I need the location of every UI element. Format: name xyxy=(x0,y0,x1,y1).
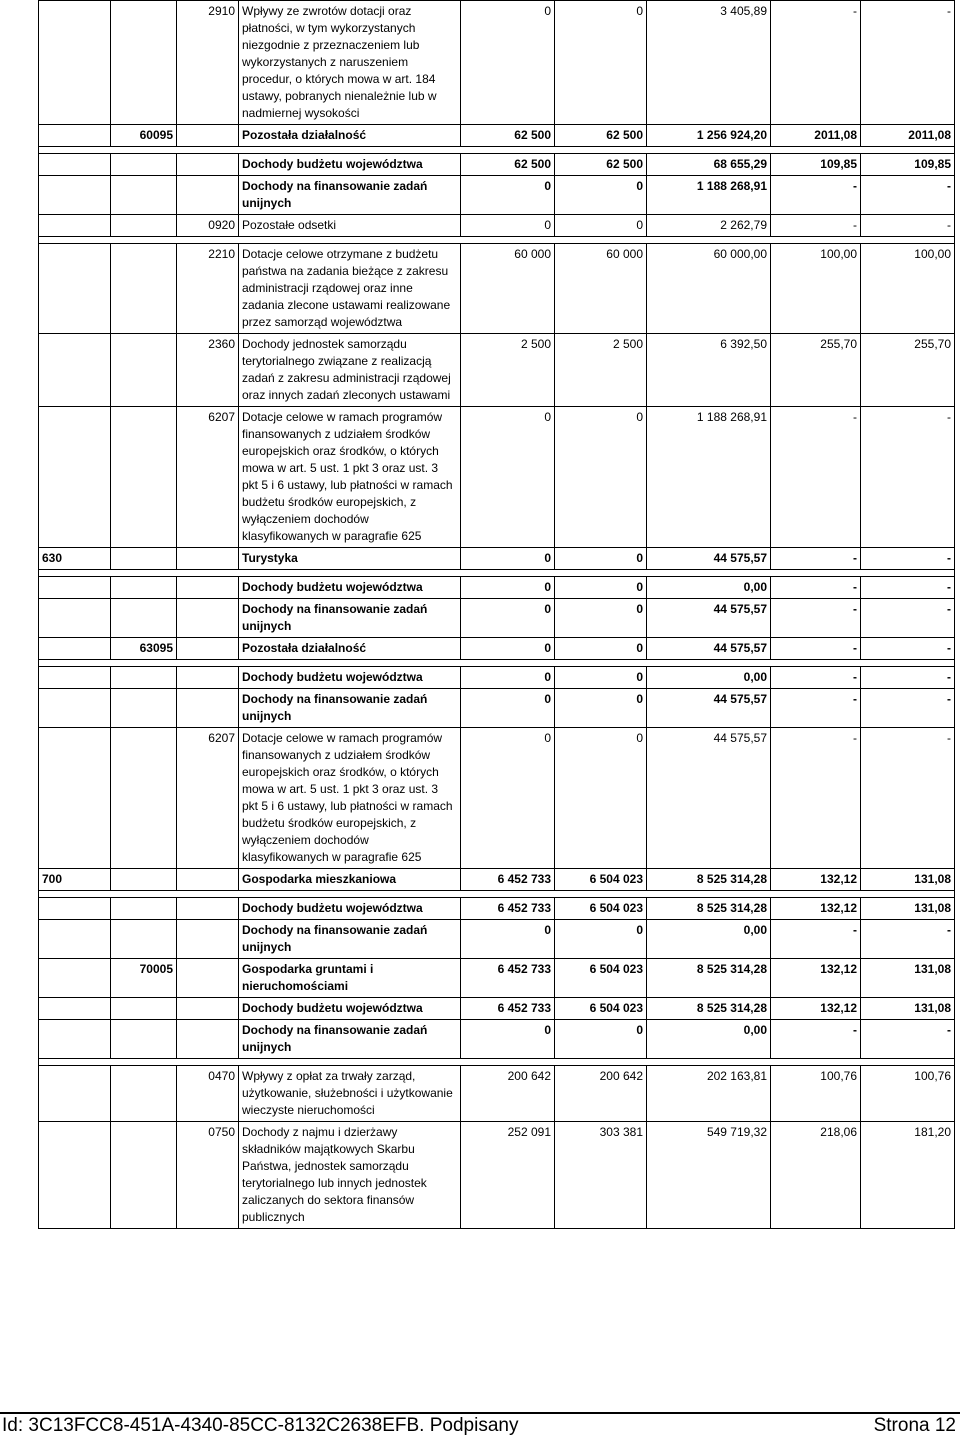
plan-after-changes-cell: 2 500 xyxy=(555,334,647,407)
plan-initial-cell: 200 642 xyxy=(461,1066,555,1122)
separator-cell xyxy=(39,891,955,898)
description-cell: Dochody z najmu i dzierżawy składników majątkowych Skarbu Państwa, jednostek samorządu terytorialnego lub innych jednostek zaliczanych do sektora finansów publicznych xyxy=(239,1122,461,1229)
division-cell xyxy=(39,998,111,1020)
execution-cell: 6 392,50 xyxy=(647,334,771,407)
description-cell: Dotacje celowe otrzymane z budżetu państwa na zadania bieżące z zakresu administracji rządowej oraz inne zadania zlecone ustawami realizowane przez samorząd województwa xyxy=(239,244,461,334)
percent-after-changes-cell: - xyxy=(861,1,955,125)
plan-after-changes-cell: 0 xyxy=(555,638,647,660)
table-row xyxy=(39,154,955,176)
percent-after-changes-cell: - xyxy=(861,548,955,570)
plan-initial-cell: 0 xyxy=(461,920,555,959)
chapter-cell xyxy=(111,998,177,1020)
division-cell xyxy=(39,125,111,147)
chapter-cell xyxy=(111,599,177,638)
percent-initial-cell: 132,12 xyxy=(771,998,861,1020)
percent-after-changes-cell: 131,08 xyxy=(861,898,955,920)
plan-initial-cell: 6 452 733 xyxy=(461,959,555,998)
description-cell: Dochody na finansowanie zadań unijnych xyxy=(239,1020,461,1059)
plan-after-changes-cell: 0 xyxy=(555,176,647,215)
percent-initial-cell: - xyxy=(771,728,861,869)
section-separator-row xyxy=(39,237,955,244)
description-cell: Dochody na finansowanie zadań unijnych xyxy=(239,599,461,638)
percent-after-changes-cell: 131,08 xyxy=(861,998,955,1020)
paragraph-cell: 0750 xyxy=(177,1122,239,1229)
paragraph-cell xyxy=(177,577,239,599)
table-row xyxy=(39,215,955,237)
table-row xyxy=(39,869,955,891)
plan-initial-cell: 0 xyxy=(461,667,555,689)
percent-initial-cell: - xyxy=(771,1,861,125)
description-cell: Gospodarka mieszkaniowa xyxy=(239,869,461,891)
description-cell: Wpływy z opłat za trwały zarząd, użytkowanie, służebności i użytkowanie wieczyste nieruchomości xyxy=(239,1066,461,1122)
chapter-cell xyxy=(111,176,177,215)
table-row xyxy=(39,1,955,125)
plan-after-changes-cell: 200 642 xyxy=(555,1066,647,1122)
division-cell xyxy=(39,667,111,689)
paragraph-cell xyxy=(177,869,239,891)
separator-cell xyxy=(39,147,955,154)
chapter-cell xyxy=(111,898,177,920)
table-row xyxy=(39,998,955,1020)
description-cell: Dotacje celowe w ramach programów finansowanych z udziałem środków europejskich oraz środków, o których mowa w art. 5 ust. 1 pkt 3 oraz ust. 3 pkt 5 i 6 ustawy, lub płatności w ramach budżetu środków europejskich, z wyłączeniem dochodów klasyfikowanych w paragrafie 625 xyxy=(239,728,461,869)
chapter-cell xyxy=(111,869,177,891)
chapter-cell xyxy=(111,1066,177,1122)
percent-after-changes-cell: - xyxy=(861,577,955,599)
table-row xyxy=(39,1122,955,1229)
plan-initial-cell: 0 xyxy=(461,1,555,125)
execution-cell: 3 405,89 xyxy=(647,1,771,125)
division-cell xyxy=(39,1122,111,1229)
plan-after-changes-cell: 0 xyxy=(555,599,647,638)
description-cell: Dochody budżetu województwa xyxy=(239,998,461,1020)
percent-initial-cell: - xyxy=(771,920,861,959)
description-cell: Dochody budżetu województwa xyxy=(239,577,461,599)
paragraph-cell xyxy=(177,599,239,638)
plan-after-changes-cell: 0 xyxy=(555,577,647,599)
division-cell: 700 xyxy=(39,869,111,891)
description-cell: Dochody na finansowanie zadań unijnych xyxy=(239,689,461,728)
percent-initial-cell: - xyxy=(771,176,861,215)
chapter-cell xyxy=(111,407,177,548)
table-row xyxy=(39,1066,955,1122)
plan-initial-cell: 2 500 xyxy=(461,334,555,407)
plan-initial-cell: 6 452 733 xyxy=(461,869,555,891)
paragraph-cell: 2910 xyxy=(177,1,239,125)
plan-after-changes-cell: 62 500 xyxy=(555,154,647,176)
plan-after-changes-cell: 0 xyxy=(555,1020,647,1059)
execution-cell: 44 575,57 xyxy=(647,599,771,638)
section-separator-row xyxy=(39,570,955,577)
division-cell xyxy=(39,244,111,334)
table-row xyxy=(39,548,955,570)
plan-initial-cell: 0 xyxy=(461,728,555,869)
paragraph-cell xyxy=(177,920,239,959)
description-cell: Dochody budżetu województwa xyxy=(239,898,461,920)
plan-initial-cell: 0 xyxy=(461,1020,555,1059)
chapter-cell xyxy=(111,1122,177,1229)
percent-after-changes-cell: - xyxy=(861,667,955,689)
plan-after-changes-cell: 0 xyxy=(555,728,647,869)
description-cell: Pozostała działalność xyxy=(239,638,461,660)
separator-cell xyxy=(39,660,955,667)
plan-after-changes-cell: 6 504 023 xyxy=(555,898,647,920)
chapter-cell: 63095 xyxy=(111,638,177,660)
execution-cell: 0,00 xyxy=(647,667,771,689)
table-row xyxy=(39,667,955,689)
percent-initial-cell: 100,76 xyxy=(771,1066,861,1122)
paragraph-cell: 2360 xyxy=(177,334,239,407)
execution-cell: 1 256 924,20 xyxy=(647,125,771,147)
paragraph-cell: 6207 xyxy=(177,728,239,869)
plan-initial-cell: 0 xyxy=(461,599,555,638)
table-row xyxy=(39,959,955,998)
paragraph-cell: 0470 xyxy=(177,1066,239,1122)
table-row xyxy=(39,176,955,215)
description-cell: Dochody jednostek samorządu terytorialnego związane z realizacją zadań z zakresu administracji rządowej oraz innych zadań zleconych ustawami xyxy=(239,334,461,407)
percent-after-changes-cell: - xyxy=(861,920,955,959)
plan-after-changes-cell: 6 504 023 xyxy=(555,869,647,891)
paragraph-cell: 0920 xyxy=(177,215,239,237)
section-separator-row xyxy=(39,147,955,154)
table-row xyxy=(39,920,955,959)
description-cell: Pozostałe odsetki xyxy=(239,215,461,237)
division-cell xyxy=(39,154,111,176)
percent-initial-cell: 2011,08 xyxy=(771,125,861,147)
table-row xyxy=(39,125,955,147)
plan-after-changes-cell: 0 xyxy=(555,1,647,125)
description-cell: Gospodarka gruntami i nieruchomościami xyxy=(239,959,461,998)
paragraph-cell xyxy=(177,548,239,570)
execution-cell: 0,00 xyxy=(647,577,771,599)
percent-initial-cell: 109,85 xyxy=(771,154,861,176)
page-number-label: Strona 12 xyxy=(873,1415,956,1436)
percent-initial-cell: - xyxy=(771,407,861,548)
description-cell: Dochody na finansowanie zadań unijnych xyxy=(239,920,461,959)
percent-initial-cell: 218,06 xyxy=(771,1122,861,1229)
table-row xyxy=(39,898,955,920)
execution-cell: 8 525 314,28 xyxy=(647,869,771,891)
percent-after-changes-cell: - xyxy=(861,407,955,548)
table-row xyxy=(39,577,955,599)
plan-initial-cell: 252 091 xyxy=(461,1122,555,1229)
execution-cell: 549 719,32 xyxy=(647,1122,771,1229)
division-cell xyxy=(39,959,111,998)
plan-after-changes-cell: 303 381 xyxy=(555,1122,647,1229)
execution-cell: 0,00 xyxy=(647,1020,771,1059)
percent-after-changes-cell: - xyxy=(861,638,955,660)
description-cell: Wpływy ze zwrotów dotacji oraz płatności, w tym wykorzystanych niezgodnie z przeznaczeniem lub wykorzystanych z naruszeniem procedur, o których mowa w art. 184 ustawy, pobranych nienależnie lub w nadmiernej wysokości xyxy=(239,1,461,125)
execution-cell: 1 188 268,91 xyxy=(647,176,771,215)
table-body xyxy=(39,1,955,1229)
division-cell xyxy=(39,215,111,237)
percent-initial-cell: 255,70 xyxy=(771,334,861,407)
execution-cell: 68 655,29 xyxy=(647,154,771,176)
division-cell xyxy=(39,176,111,215)
paragraph-cell xyxy=(177,1020,239,1059)
revenue-table xyxy=(38,0,955,1229)
document-id-label: Id: 3C13FCC8-451A-4340-85CC-8132C2638EFB. Podpisany xyxy=(2,1415,519,1436)
plan-after-changes-cell: 0 xyxy=(555,920,647,959)
execution-cell: 60 000,00 xyxy=(647,244,771,334)
percent-initial-cell: 132,12 xyxy=(771,869,861,891)
division-cell: 630 xyxy=(39,548,111,570)
percent-after-changes-cell: - xyxy=(861,728,955,869)
percent-initial-cell: 132,12 xyxy=(771,898,861,920)
plan-initial-cell: 62 500 xyxy=(461,125,555,147)
chapter-cell xyxy=(111,667,177,689)
percent-initial-cell: - xyxy=(771,667,861,689)
description-cell: Dotacje celowe w ramach programów finansowanych z udziałem środków europejskich oraz środków, o których mowa w art. 5 ust. 1 pkt 3 oraz ust. 3 pkt 5 i 6 ustawy, lub płatności w ramach budżetu środków europejskich, z wyłączeniem dochodów klasyfikowanych w paragrafie 625 xyxy=(239,407,461,548)
division-cell xyxy=(39,334,111,407)
paragraph-cell xyxy=(177,898,239,920)
paragraph-cell: 6207 xyxy=(177,407,239,548)
table-row xyxy=(39,244,955,334)
execution-cell: 44 575,57 xyxy=(647,728,771,869)
plan-after-changes-cell: 62 500 xyxy=(555,125,647,147)
division-cell xyxy=(39,407,111,548)
division-cell xyxy=(39,1,111,125)
division-cell xyxy=(39,1020,111,1059)
table-row xyxy=(39,689,955,728)
percent-initial-cell: - xyxy=(771,1020,861,1059)
execution-cell: 1 188 268,91 xyxy=(647,407,771,548)
execution-cell: 44 575,57 xyxy=(647,548,771,570)
chapter-cell xyxy=(111,334,177,407)
paragraph-cell xyxy=(177,638,239,660)
table-row xyxy=(39,1020,955,1059)
division-cell xyxy=(39,599,111,638)
plan-initial-cell: 0 xyxy=(461,407,555,548)
percent-after-changes-cell: 100,76 xyxy=(861,1066,955,1122)
section-separator-row xyxy=(39,660,955,667)
chapter-cell xyxy=(111,728,177,869)
percent-after-changes-cell: - xyxy=(861,599,955,638)
execution-cell: 0,00 xyxy=(647,920,771,959)
execution-cell: 2 262,79 xyxy=(647,215,771,237)
plan-after-changes-cell: 0 xyxy=(555,215,647,237)
execution-cell: 8 525 314,28 xyxy=(647,998,771,1020)
plan-initial-cell: 6 452 733 xyxy=(461,998,555,1020)
separator-cell xyxy=(39,1059,955,1066)
percent-initial-cell: - xyxy=(771,548,861,570)
plan-after-changes-cell: 6 504 023 xyxy=(555,959,647,998)
percent-initial-cell: 132,12 xyxy=(771,959,861,998)
plan-initial-cell: 62 500 xyxy=(461,154,555,176)
plan-after-changes-cell: 60 000 xyxy=(555,244,647,334)
table-row xyxy=(39,599,955,638)
paragraph-cell xyxy=(177,667,239,689)
description-cell: Turystyka xyxy=(239,548,461,570)
chapter-cell xyxy=(111,689,177,728)
plan-initial-cell: 0 xyxy=(461,215,555,237)
plan-after-changes-cell: 0 xyxy=(555,667,647,689)
percent-after-changes-cell: - xyxy=(861,689,955,728)
division-cell xyxy=(39,689,111,728)
division-cell xyxy=(39,577,111,599)
paragraph-cell xyxy=(177,176,239,215)
percent-initial-cell: 100,00 xyxy=(771,244,861,334)
percent-after-changes-cell: 100,00 xyxy=(861,244,955,334)
percent-after-changes-cell: 131,08 xyxy=(861,959,955,998)
plan-initial-cell: 6 452 733 xyxy=(461,898,555,920)
execution-cell: 8 525 314,28 xyxy=(647,959,771,998)
percent-after-changes-cell: - xyxy=(861,215,955,237)
separator-cell xyxy=(39,570,955,577)
paragraph-cell xyxy=(177,998,239,1020)
plan-after-changes-cell: 6 504 023 xyxy=(555,998,647,1020)
chapter-cell: 60095 xyxy=(111,125,177,147)
description-cell: Pozostała działalność xyxy=(239,125,461,147)
chapter-cell xyxy=(111,548,177,570)
plan-initial-cell: 0 xyxy=(461,638,555,660)
chapter-cell xyxy=(111,154,177,176)
chapter-cell: 70005 xyxy=(111,959,177,998)
paragraph-cell xyxy=(177,689,239,728)
paragraph-cell xyxy=(177,125,239,147)
chapter-cell xyxy=(111,215,177,237)
percent-initial-cell: - xyxy=(771,689,861,728)
chapter-cell xyxy=(111,920,177,959)
plan-after-changes-cell: 0 xyxy=(555,548,647,570)
plan-after-changes-cell: 0 xyxy=(555,689,647,728)
table-row xyxy=(39,334,955,407)
execution-cell: 8 525 314,28 xyxy=(647,898,771,920)
table-row xyxy=(39,638,955,660)
execution-cell: 202 163,81 xyxy=(647,1066,771,1122)
table-row xyxy=(39,407,955,548)
division-cell xyxy=(39,920,111,959)
table-row xyxy=(39,728,955,869)
paragraph-cell xyxy=(177,959,239,998)
chapter-cell xyxy=(111,244,177,334)
paragraph-cell: 2210 xyxy=(177,244,239,334)
execution-cell: 44 575,57 xyxy=(647,638,771,660)
percent-after-changes-cell: 131,08 xyxy=(861,869,955,891)
percent-after-changes-cell: - xyxy=(861,1020,955,1059)
division-cell xyxy=(39,638,111,660)
percent-after-changes-cell: 181,20 xyxy=(861,1122,955,1229)
plan-initial-cell: 0 xyxy=(461,689,555,728)
chapter-cell xyxy=(111,1020,177,1059)
description-cell: Dochody budżetu województwa xyxy=(239,667,461,689)
plan-initial-cell: 60 000 xyxy=(461,244,555,334)
division-cell xyxy=(39,898,111,920)
division-cell xyxy=(39,728,111,869)
execution-cell: 44 575,57 xyxy=(647,689,771,728)
percent-initial-cell: - xyxy=(771,638,861,660)
percent-after-changes-cell: 2011,08 xyxy=(861,125,955,147)
plan-after-changes-cell: 0 xyxy=(555,407,647,548)
chapter-cell xyxy=(111,577,177,599)
chapter-cell xyxy=(111,1,177,125)
percent-initial-cell: - xyxy=(771,599,861,638)
percent-after-changes-cell: 255,70 xyxy=(861,334,955,407)
percent-after-changes-cell: 109,85 xyxy=(861,154,955,176)
paragraph-cell xyxy=(177,154,239,176)
separator-cell xyxy=(39,237,955,244)
plan-initial-cell: 0 xyxy=(461,548,555,570)
division-cell xyxy=(39,1066,111,1122)
section-separator-row xyxy=(39,1059,955,1066)
percent-initial-cell: - xyxy=(771,577,861,599)
description-cell: Dochody na finansowanie zadań unijnych xyxy=(239,176,461,215)
plan-initial-cell: 0 xyxy=(461,577,555,599)
description-cell: Dochody budżetu województwa xyxy=(239,154,461,176)
section-separator-row xyxy=(39,891,955,898)
percent-after-changes-cell: - xyxy=(861,176,955,215)
percent-initial-cell: - xyxy=(771,215,861,237)
plan-initial-cell: 0 xyxy=(461,176,555,215)
